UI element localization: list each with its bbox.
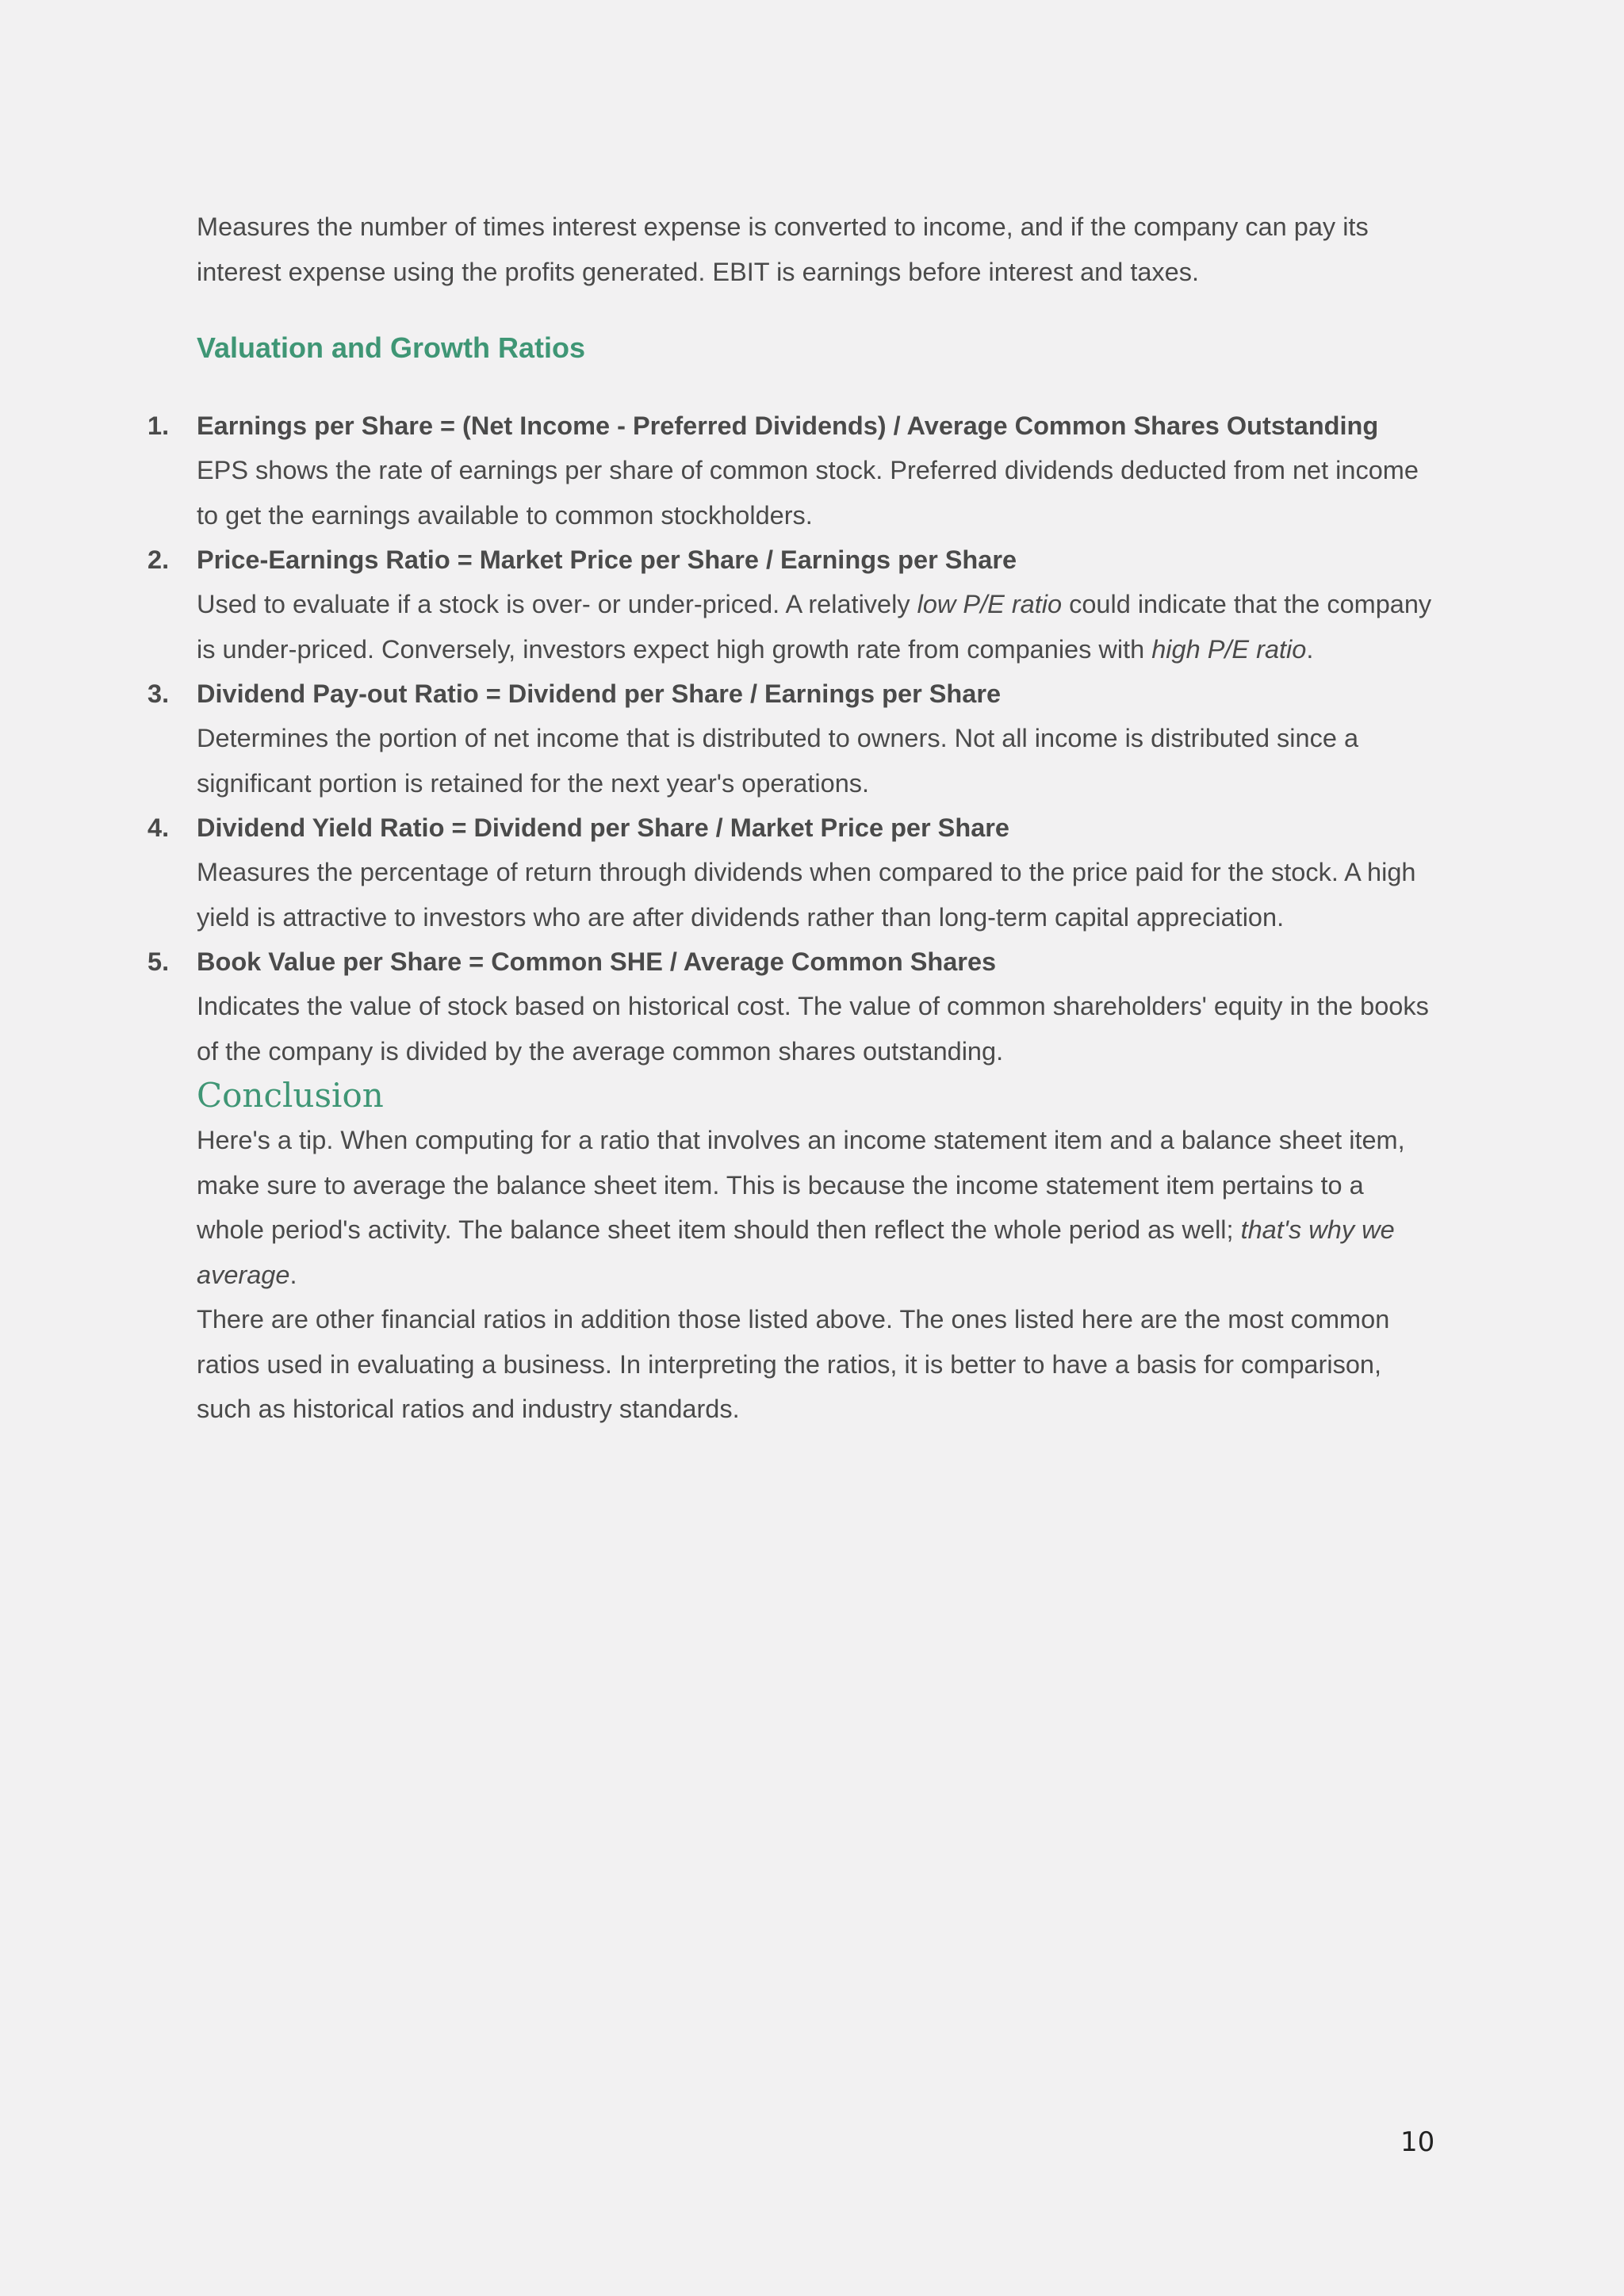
description-text: Used to evaluate if a stock is over- or under-priced. A relatively [197,590,917,618]
list-item [147,404,1434,538]
list-item [147,806,1434,939]
list-item [147,538,1434,672]
page-number: 10 [1400,2126,1435,2158]
description-emphasis: high P/E ratio [1151,634,1307,664]
description-text: . [1306,634,1314,664]
list-item-description [197,582,1434,672]
list-item [147,939,1434,1073]
list-item-number: 2. [147,545,170,574]
list-item-title: Book Value per Share = Common SHE / Average Common Shares [197,947,997,976]
conclusion-heading: Conclusion [197,1076,384,1115]
list-item-title: Dividend Yield Ratio = Dividend per Share / Market Price per Share [197,813,1010,842]
conclusion-emphasis: that's why we average [197,1215,1395,1289]
list-item-title: Earnings per Share = (Net Income - Preferred Dividends) / Average Common Shares Outstanding [197,411,1379,440]
list-item-description: Determines the portion of net income that is distributed to owners. Not all income is distributed since a significant portion is retained for the next year's operations. [197,724,1359,798]
list-item-number: 1. [147,411,170,440]
list-item-number: 3. [147,679,170,708]
conclusion-text: . [289,1260,297,1289]
page-content [147,205,1434,1432]
list-item-number: 5. [147,947,170,976]
ratio-list [147,404,1434,1073]
list-item-description: Measures the percentage of return through dividends when compared to the price paid for the stock. A high yield is attractive to investors who are after dividends rather than long-term capital appreciation. [197,858,1416,932]
list-item-title: Price-Earnings Ratio = Market Price per Share / Earnings per Share [197,545,1017,574]
description-emphasis: low P/E ratio [917,590,1063,618]
intro-paragraph: Measures the number of times interest expense is converted to income, and if the company can pay its interest expense using the profits generated. EBIT is earnings before interest and taxes. [197,212,1369,286]
list-item-title: Dividend Pay-out Ratio = Dividend per Share / Earnings per Share [197,679,1002,708]
list-item-description: EPS shows the rate of earnings per share of common stock. Preferred dividends deducted from net income to get the earnings available to common stockholders. [197,456,1419,530]
list-item-description: Indicates the value of stock based on historical cost. The value of common shareholders' equity in the books of the company is divided by the average common shares outstanding. [197,992,1429,1066]
section-heading-valuation: Valuation and Growth Ratios [197,331,586,364]
list-item-number: 4. [147,813,170,842]
description-text: could indicate that the company is under-priced. Conversely, investors expect high growth rate from companies with [197,590,1432,664]
conclusion-paragraph [197,1118,1434,1297]
list-item [147,672,1434,806]
conclusion-text: Here's a tip. When computing for a ratio that involves an income statement item and a balance sheet item, make sure to average the balance sheet item. This is because the income statement item pertains to a whole period's activity. The balance sheet item should then reflect the whole period as well; [197,1126,1405,1244]
conclusion-paragraph: There are other financial ratios in addition those listed above. The ones listed here are the most common ratios used in evaluating a business. In interpreting the ratios, it is better to have a basis for comparison, such as historical ratios and industry standards. [197,1305,1390,1423]
